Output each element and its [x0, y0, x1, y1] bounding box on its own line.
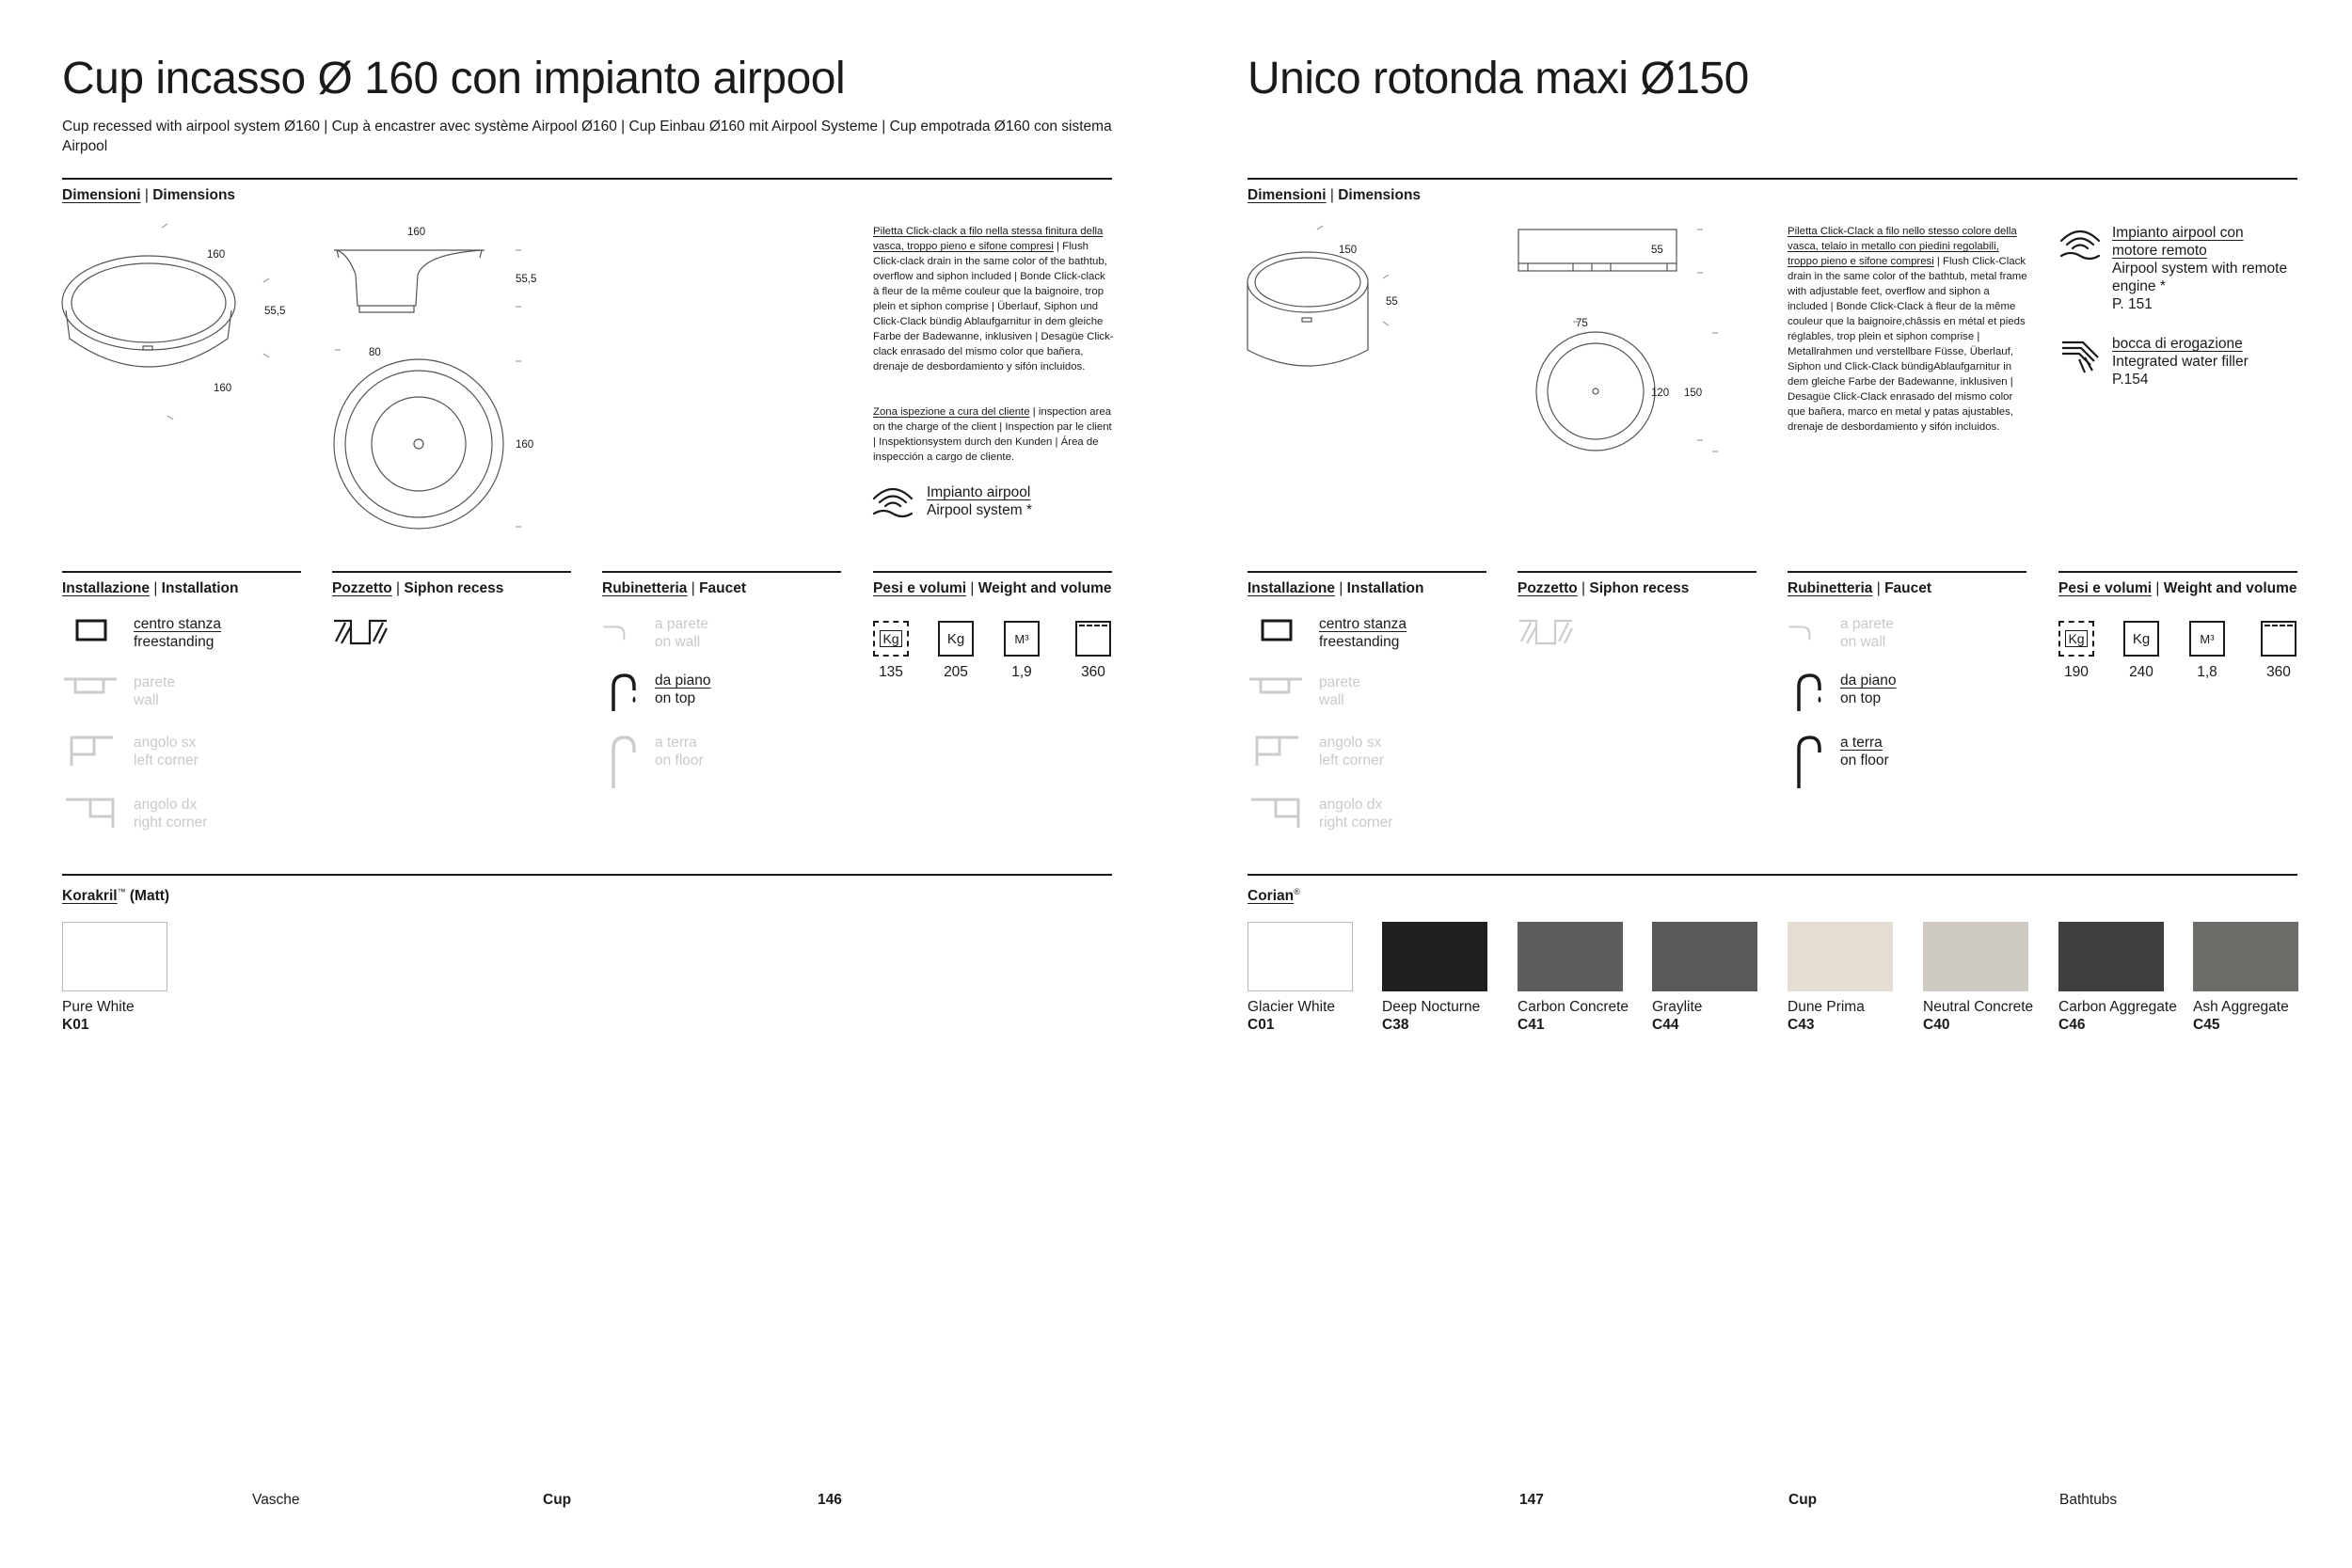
- dimensions-heading: Dimensioni | Dimensions: [1248, 187, 1422, 203]
- airpool-icon: [871, 483, 914, 523]
- swatch-carbon-aggregate[interactable]: [2058, 922, 2164, 991]
- floor-faucet-icon: [1788, 734, 1829, 788]
- footer-collection: Cup: [1788, 1492, 1818, 1508]
- siphon-heading: Pozzetto | Siphon recess: [1518, 580, 1690, 596]
- page-number: 146: [818, 1492, 842, 1508]
- weight-full-icon: Kg: [938, 621, 974, 657]
- capacity-value: 360: [1081, 664, 1105, 680]
- swatch-name: Carbon Concrete: [1518, 999, 1629, 1015]
- dim-label: 160: [407, 227, 426, 238]
- dim-label: 55: [1386, 296, 1398, 308]
- siphon-recess-icon: [1518, 617, 1574, 649]
- swatch-name: Carbon Aggregate: [2058, 999, 2177, 1015]
- dimension-drawing: [56, 216, 546, 536]
- freestanding-icon: [62, 615, 122, 649]
- divider: [1248, 571, 1486, 573]
- swatch-ash-aggregate[interactable]: [2193, 922, 2298, 991]
- weight-value: 205: [944, 664, 968, 680]
- divider: [1248, 178, 2297, 180]
- divider: [62, 571, 301, 573]
- installation-heading: Installazione | Installation: [62, 580, 239, 596]
- dimensions-heading: Dimensioni | Dimensions: [62, 187, 236, 203]
- faucet-option-on-top: da piano on top: [602, 672, 710, 711]
- material-heading: Corian®: [1248, 887, 1300, 905]
- swatch-code: C46: [2058, 1017, 2086, 1033]
- airpool-label: Impianto airpool Airpool system *: [927, 484, 1032, 518]
- faucet-option-wall: a parete on wall: [1788, 615, 1894, 651]
- weight-heading: Pesi e volumi | Weight and volume: [2058, 580, 2297, 596]
- page-title: Unico rotonda maxi Ø150: [1248, 54, 1749, 103]
- footer-section: Vasche: [252, 1492, 300, 1508]
- install-option-right-corner: angolo dx right corner: [62, 796, 207, 832]
- left-corner-icon: [1248, 734, 1308, 768]
- weight-heading: Pesi e volumi | Weight and volume: [873, 580, 1112, 596]
- swatch-dune-prima[interactable]: [1788, 922, 1893, 991]
- floor-faucet-icon: [602, 734, 644, 788]
- install-option-left-corner: angolo sx left corner: [1248, 734, 1384, 769]
- dim-label: 55,5: [516, 274, 537, 285]
- siphon-recess-icon: [332, 617, 389, 649]
- capacity-icon: [1075, 621, 1111, 657]
- dim-label: 150: [1339, 245, 1358, 256]
- dim-label: 80: [369, 347, 381, 358]
- installation-heading: Installazione | Installation: [1248, 580, 1424, 596]
- water-filler-icon: [2058, 337, 2102, 374]
- volume-icon: M³: [1004, 621, 1040, 657]
- install-option-freestanding: centro stanza freestanding: [1248, 615, 1406, 651]
- airpool-icon: [2058, 226, 2102, 265]
- dim-label: 160: [516, 439, 534, 451]
- page-subtitle: Cup recessed with airpool system Ø160 | Cup à encastrer avec système Airpool Ø160 | Cup Einbau Ø160 mit Airpool Systeme | Cup empotrada Ø160 con sistema Airpool: [62, 119, 1112, 154]
- divider: [2058, 571, 2297, 573]
- swatch-neutral-concrete[interactable]: [1923, 922, 2028, 991]
- swatch-name: Dune Prima: [1788, 999, 1865, 1015]
- divider: [62, 874, 1112, 876]
- swatch-code: C40: [1923, 1017, 1950, 1033]
- faucet-option-floor: a terra on floor: [1788, 734, 1889, 788]
- inspection-note: Zona ispezione a cura del cliente | inspection area on the charge of the client | Inspection par le client | Inspektionsystem durch den Kunden | Área de inspección a cargo de cliente.: [873, 406, 1112, 463]
- install-option-wall: parete wall: [1248, 673, 1360, 709]
- swatch-code: C44: [1652, 1017, 1679, 1033]
- swatch-code: K01: [62, 1017, 89, 1033]
- divider: [873, 571, 1112, 573]
- swatch-code: C43: [1788, 1017, 1815, 1033]
- weight-value: 135: [879, 664, 903, 680]
- volume-icon: M³: [2189, 621, 2225, 657]
- install-option-wall: parete wall: [62, 673, 175, 709]
- dim-label: 55,5: [264, 306, 286, 317]
- install-option-right-corner: angolo dx right corner: [1248, 796, 1392, 832]
- drain-note: Piletta Click-Clack a filo nello stesso colore della vasca, telaio in metallo con piedini regolabili, troppo pieno e sifone compresi | Flush Click-Clack drain in the same color of the bathtub, metal frame with adjustable feet, overflow and siphon a included | Bonde Click-Clack à fleur de la même couleur que la baignoire,châssis en métal et pieds réglables, trop plein et siphon comprise | Metallrahmen und verstellbare Füsse, Überlauf, Siphon und Click-Clack bündigAblaufgarnitur in dem gleiche Farbe der Badewanne, inklusiven | Desagüe Click-Clack enrasado del mismo color que bañera, marco en metal y patas ajustables, drenaje de desbordamiento y sifón incluidos.: [1788, 226, 2027, 433]
- swatch-name: Graylite: [1652, 999, 1703, 1015]
- swatch-code: C38: [1382, 1017, 1409, 1033]
- dim-label: 75: [1576, 318, 1588, 329]
- page-number: 147: [1519, 1492, 1544, 1508]
- divider: [1788, 571, 2026, 573]
- swatch-name: Ash Aggregate: [2193, 999, 2289, 1015]
- weight-empty-icon: Kg: [2058, 621, 2094, 657]
- dim-label: 160: [207, 249, 226, 261]
- divider: [62, 178, 1112, 180]
- swatch-name: Deep Nocturne: [1382, 999, 1481, 1015]
- swatch-code: C01: [1248, 1017, 1275, 1033]
- divider: [1248, 874, 2297, 876]
- dim-label: 150: [1684, 388, 1703, 399]
- divider: [332, 571, 571, 573]
- page-title: Cup incasso Ø 160 con impianto airpool: [62, 54, 846, 103]
- airpool-feature: Impianto airpool con motore remoto Airpool system with remote engine * P. 151: [2112, 225, 2288, 312]
- swatch-pure-white[interactable]: [62, 922, 167, 991]
- volume-value: 1,8: [2197, 664, 2217, 680]
- faucet-heading: Rubinetteria | Faucet: [602, 580, 747, 596]
- dim-label: 120: [1651, 388, 1670, 399]
- faucet-option-on-top: da piano on top: [1788, 672, 1896, 711]
- right-corner-icon: [62, 796, 122, 830]
- wall-install-icon: [1248, 673, 1308, 707]
- wall-install-icon: [62, 673, 122, 707]
- weight-empty-icon: Kg: [873, 621, 909, 657]
- dim-label: 160: [214, 383, 232, 394]
- weight-value: 190: [2064, 664, 2089, 680]
- wall-faucet-icon: [602, 615, 644, 649]
- swatch-code: C41: [1518, 1017, 1545, 1033]
- footer-collection: Cup: [543, 1492, 572, 1508]
- swatch-graylite[interactable]: [1652, 922, 1757, 991]
- capacity-icon: [2261, 621, 2296, 657]
- faucet-heading: Rubinetteria | Faucet: [1788, 580, 1932, 596]
- material-heading: Korakril™ (Matt): [62, 887, 170, 905]
- right-page: [1176, 0, 2352, 1568]
- swatch-code: C45: [2193, 1017, 2220, 1033]
- weight-full-icon: Kg: [2123, 621, 2159, 657]
- swatch-name: Glacier White: [1248, 999, 1336, 1015]
- faucet-option-floor: a terra on floor: [602, 734, 704, 788]
- volume-value: 1,9: [1011, 664, 1032, 680]
- freestanding-icon: [1248, 615, 1308, 649]
- right-corner-icon: [1248, 796, 1308, 830]
- water-filler-feature: bocca di erogazione Integrated water filler P.154: [2112, 336, 2249, 388]
- left-corner-icon: [62, 734, 122, 768]
- swatch-deep-nocturne[interactable]: [1382, 922, 1487, 991]
- install-option-freestanding: centro stanza freestanding: [62, 615, 221, 651]
- swatch-glacier-white[interactable]: [1248, 922, 1353, 991]
- install-option-left-corner: angolo sx left corner: [62, 734, 199, 769]
- swatch-carbon-concrete[interactable]: [1518, 922, 1623, 991]
- weight-value: 240: [2129, 664, 2153, 680]
- drain-note: Piletta Click-clack a filo nella stessa finitura della vasca, troppo pieno e sifone compresi | Flush Click-clack drain in the same color of the bathtub, overflow and siphon included | Bonde Click-clack à fleur de la même couleur que la baignoire, trop plein et siphon comprise | Überlauf, Siphon und Click-Clack bündig Ablaufgarnitur in dem gleiche Farbe der Badewanne, inklusiven | Desagüe Click-clack enrasado del mismo color que bañera, drenaje de desbordamiento y sifón incluidos.: [873, 226, 1114, 372]
- faucet-option-wall: a parete on wall: [602, 615, 708, 651]
- wall-faucet-icon: [1788, 615, 1829, 649]
- dim-label: 55: [1651, 245, 1663, 256]
- capacity-value: 360: [2266, 664, 2291, 680]
- divider: [1518, 571, 1756, 573]
- top-faucet-icon: [1788, 672, 1829, 711]
- siphon-heading: Pozzetto | Siphon recess: [332, 580, 504, 596]
- footer-section: Bathtubs: [2059, 1492, 2118, 1508]
- divider: [602, 571, 841, 573]
- swatch-name: Neutral Concrete: [1923, 999, 2034, 1015]
- top-faucet-icon: [602, 672, 644, 711]
- swatch-name: Pure White: [62, 999, 135, 1015]
